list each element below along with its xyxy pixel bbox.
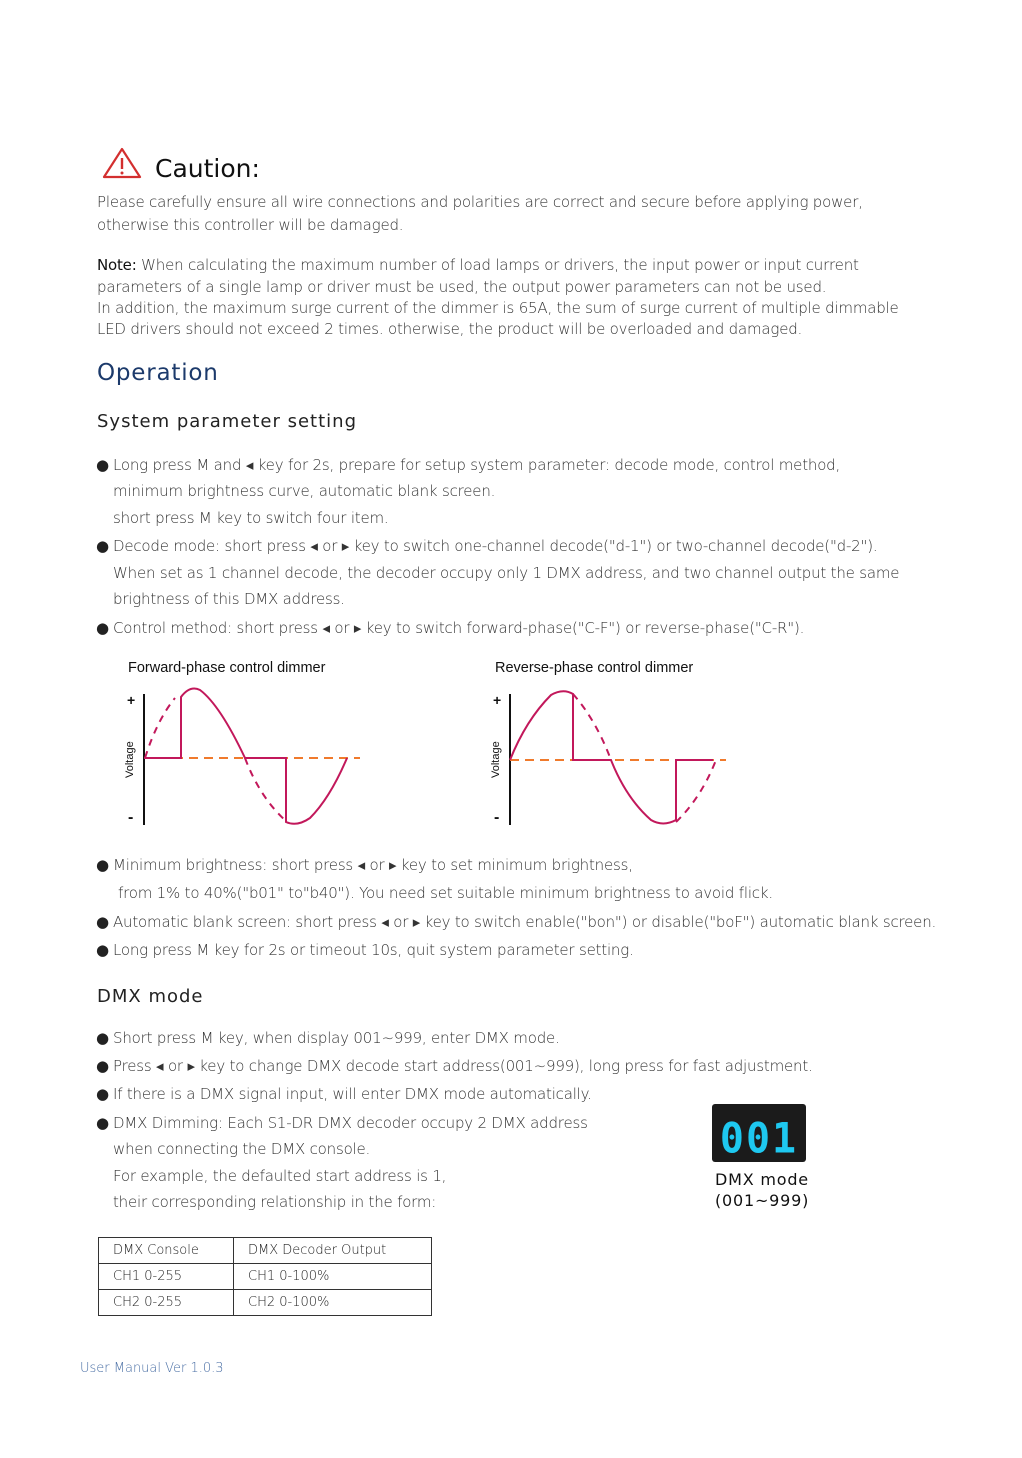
table-header-cell: DMX Console <box>99 1238 234 1264</box>
bullet: ● <box>96 941 110 959</box>
table-header-cell: DMX Decoder Output <box>234 1238 432 1264</box>
dmx-item-3: If there is a DMX signal input, will enter DMX mode automatically. <box>113 1085 592 1103</box>
system-item-1b: minimum brightness curve, automatic blank screen. <box>113 482 496 500</box>
system-item-4: Minimum brightness: short press ◂ or ▸ key to set minimum brightness, <box>113 856 633 874</box>
operation-heading: Operation <box>97 360 219 386</box>
led-digits-value: 001 <box>719 1113 799 1162</box>
bullet: ● <box>96 1057 110 1075</box>
note-label: Note: <box>97 256 137 274</box>
dmx-range-caption: (001~999) <box>715 1191 810 1210</box>
note-text: When calculating the maximum number of load lamps or drivers, the input power or input current <box>141 256 859 274</box>
note-line-4: LED drivers should not exceed 2 times. otherwise, the product will be overloaded and damaged. <box>97 320 803 338</box>
footer-version: User Manual Ver 1.0.3 <box>80 1361 224 1376</box>
forward-phase-diagram <box>115 680 375 835</box>
voltage-axis-label: Voltage <box>490 741 502 778</box>
dmx-item-4d: their corresponding relationship in the form: <box>113 1193 437 1211</box>
minus-sign: - <box>494 809 500 826</box>
minus-sign: - <box>128 809 134 826</box>
caution-title: Caution: <box>155 154 260 183</box>
table-cell: CH1 0-100% <box>234 1264 432 1290</box>
caution-line-1: Please carefully ensure all wire connections and polarities are correct and secure before applying power, <box>97 193 863 211</box>
system-parameter-heading: System parameter setting <box>97 411 357 432</box>
bullet: ● <box>96 1114 110 1132</box>
dmx-display <box>712 1104 806 1162</box>
warning-triangle-icon <box>101 146 143 180</box>
bullet: ● <box>96 537 110 555</box>
forward-diagram-title: Forward-phase control dimmer <box>128 660 326 676</box>
table-row <box>99 1290 432 1316</box>
plus-sign: + <box>493 692 502 708</box>
table-cell: CH2 0-100% <box>234 1290 432 1316</box>
voltage-axis-label: Voltage <box>124 741 136 778</box>
dmx-mode-caption: DMX mode <box>715 1170 809 1189</box>
note-line-2: parameters of a single lamp or driver must be used, the output power parameters can not be used. <box>97 278 827 296</box>
system-item-6: Long press M key for 2s or timeout 10s, quit system parameter setting. <box>113 941 634 959</box>
caution-line-2: otherwise this controller will be damaged. <box>97 216 404 234</box>
bullet: ● <box>96 913 110 931</box>
bullet: ● <box>96 1085 110 1103</box>
plus-sign: + <box>127 692 136 708</box>
reverse-diagram-title: Reverse-phase control dimmer <box>495 660 694 676</box>
dmx-item-1: Short press M key, when display 001~999, enter DMX mode. <box>113 1029 560 1047</box>
system-item-3: Control method: short press ◂ or ▸ key to switch forward-phase("C-F") or reverse-phase("C-R"). <box>113 619 805 637</box>
system-item-2b: When set as 1 channel decode, the decoder occupy only 1 DMX address, and two channel output the same <box>113 564 900 582</box>
dmx-item-4c: For example, the defaulted start address is 1, <box>113 1167 447 1185</box>
table-header-row <box>99 1238 432 1264</box>
dmx-item-4: DMX Dimming: Each S1-DR DMX decoder occupy 2 DMX address <box>113 1114 588 1132</box>
reverse-phase-diagram <box>481 680 741 835</box>
table-cell: CH2 0-255 <box>99 1290 234 1316</box>
system-item-4b: from 1% to 40%("b01" to"b40"). You need set suitable minimum brightness to avoid flick. <box>118 884 773 902</box>
system-item-1: Long press M and ◂ key for 2s, prepare for setup system parameter: decode mode, control method, <box>113 456 841 474</box>
bullet: ● <box>96 856 110 874</box>
bullet: ● <box>96 456 110 474</box>
bullet: ● <box>96 1029 110 1047</box>
dmx-item-4b: when connecting the DMX console. <box>113 1140 371 1158</box>
system-item-2c: brightness of this DMX address. <box>113 590 345 608</box>
table-cell: CH1 0-255 <box>99 1264 234 1290</box>
system-item-1c: short press M key to switch four item. <box>113 509 389 527</box>
system-item-5: Automatic blank screen: short press ◂ or ▸ key to switch enable("bon") or disable("boF") automatic blank screen. <box>113 913 937 931</box>
dmx-mode-heading: DMX mode <box>97 986 204 1007</box>
dmx-item-2: Press ◂ or ▸ key to change DMX decode start address(001~999), long press for fast adjustment. <box>113 1057 813 1075</box>
system-item-2: Decode mode: short press ◂ or ▸ key to switch one-channel decode("d-1") or two-channel decode("d-2"). <box>113 537 878 555</box>
note-line-3: In addition, the maximum surge current of the dimmer is 65A, the sum of surge current of multiple dimmable <box>97 299 899 317</box>
dmx-mapping-table <box>98 1237 432 1316</box>
bullet: ● <box>96 619 110 637</box>
note-line-1 <box>97 256 859 274</box>
led-digits <box>712 1104 806 1162</box>
table-row <box>99 1264 432 1290</box>
